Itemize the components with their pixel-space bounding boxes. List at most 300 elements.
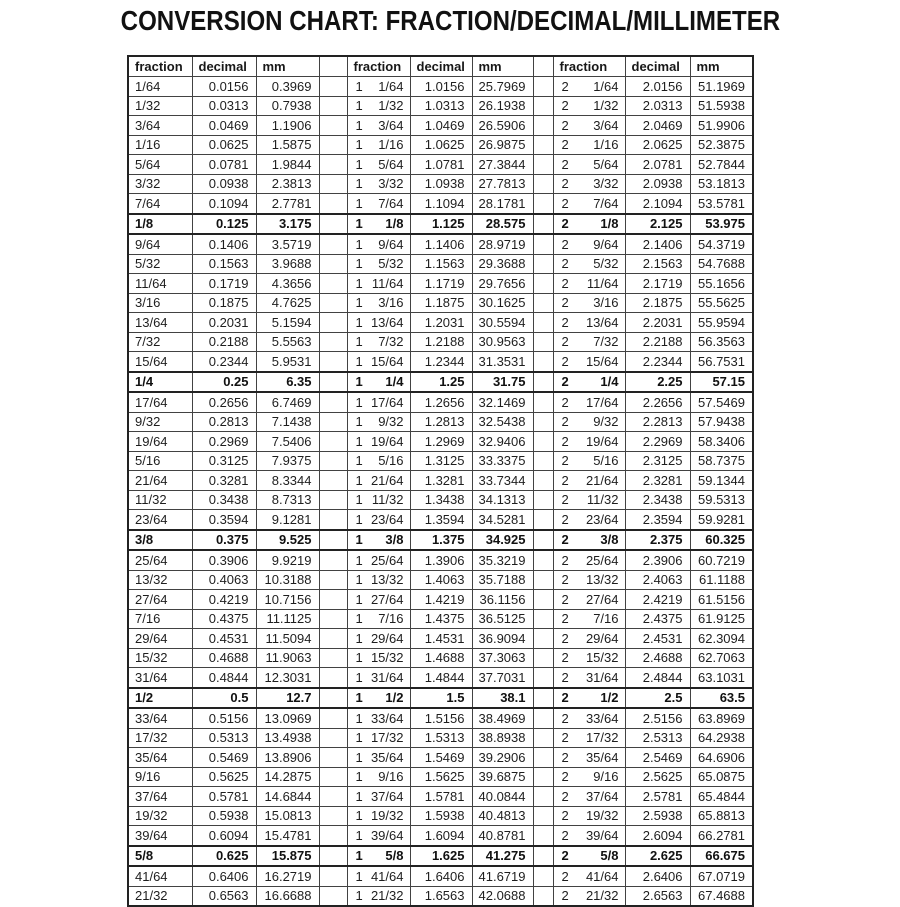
fraction-cell [347, 668, 410, 688]
spacer-cell [319, 412, 347, 432]
whole-number: 1 [355, 176, 363, 192]
spacer-cell [319, 748, 347, 768]
fraction-value: 13/32 [585, 572, 619, 588]
spacer-cell [319, 392, 347, 412]
decimal-cell: 0.0781 [192, 155, 256, 175]
spacer-cell [319, 56, 347, 77]
decimal-cell: 0.5938 [192, 806, 256, 826]
decimal-cell: 2.2188 [625, 332, 690, 352]
decimal-cell: 1.1563 [410, 254, 472, 274]
fraction-cell [347, 234, 410, 254]
header-decimal: decimal [625, 56, 690, 77]
spacer-cell [319, 352, 347, 372]
whole-number: 2 [561, 433, 569, 449]
mm-cell: 3.175 [256, 214, 319, 235]
fraction-cell [553, 432, 625, 452]
table-row [128, 668, 753, 688]
table-row [128, 826, 753, 846]
spacer-cell [319, 116, 347, 136]
spacer-cell [319, 609, 347, 629]
mm-cell: 11.5094 [256, 629, 319, 649]
spacer-cell [533, 96, 553, 116]
decimal-cell: 2.5156 [625, 708, 690, 728]
table-row [128, 174, 753, 194]
fraction-value: 19/32 [585, 808, 619, 824]
mm-cell: 32.1469 [472, 392, 533, 412]
decimal-cell: 0.4375 [192, 609, 256, 629]
fraction-value: 19/64 [585, 433, 619, 449]
whole-number: 2 [561, 769, 569, 785]
mm-cell: 0.7938 [256, 96, 319, 116]
decimal-cell: 0.1563 [192, 254, 256, 274]
whole-number: 1 [355, 552, 363, 568]
whole-number: 1 [355, 314, 363, 330]
whole-number: 2 [561, 117, 569, 133]
fraction-value: 3/32 [593, 176, 619, 192]
mm-cell: 25.7969 [472, 77, 533, 97]
title-bar [0, 5, 900, 37]
mm-cell: 67.4688 [690, 886, 753, 906]
mm-cell: 59.1344 [690, 471, 753, 491]
spacer-cell [319, 274, 347, 294]
fraction-value: 1/4 [385, 374, 404, 390]
fraction-value: 21/32 [585, 888, 619, 904]
fraction-cell: 1/8 [128, 214, 192, 235]
mm-cell: 13.0969 [256, 708, 319, 728]
decimal-cell: 1.1094 [410, 194, 472, 214]
fraction-value: 1/64 [593, 78, 619, 94]
table-row [128, 550, 753, 570]
spacer-cell [533, 510, 553, 530]
fraction-cell [347, 77, 410, 97]
decimal-cell: 0.625 [192, 846, 256, 867]
fraction-cell: 17/32 [128, 728, 192, 748]
decimal-cell: 2.0938 [625, 174, 690, 194]
whole-number: 2 [561, 216, 569, 232]
spacer-cell [319, 293, 347, 313]
spacer-cell [319, 135, 347, 155]
fraction-cell [553, 688, 625, 709]
decimal-cell: 2.2344 [625, 352, 690, 372]
spacer-cell [319, 668, 347, 688]
table-row [128, 412, 753, 432]
whole-number: 2 [561, 611, 569, 627]
decimal-cell: 1.3906 [410, 550, 472, 570]
whole-number: 2 [561, 888, 569, 904]
fraction-cell [553, 96, 625, 116]
fraction-value: 5/64 [378, 156, 404, 172]
decimal-cell: 2.4063 [625, 570, 690, 590]
fraction-cell: 1/32 [128, 96, 192, 116]
fraction-cell [347, 866, 410, 886]
decimal-cell: 2.6094 [625, 826, 690, 846]
fraction-value: 9/64 [593, 236, 619, 252]
mm-cell: 6.7469 [256, 392, 319, 412]
table-row [128, 155, 753, 175]
fraction-value: 41/64 [370, 868, 404, 884]
decimal-cell: 2.5 [625, 688, 690, 709]
whole-number: 2 [561, 295, 569, 311]
mm-cell: 10.3188 [256, 570, 319, 590]
whole-number: 1 [355, 295, 363, 311]
mm-cell: 67.0719 [690, 866, 753, 886]
whole-number: 1 [355, 827, 363, 843]
decimal-cell: 1.6094 [410, 826, 472, 846]
whole-number: 2 [561, 353, 569, 369]
decimal-cell: 0.6406 [192, 866, 256, 886]
fraction-value: 1/32 [378, 98, 404, 114]
fraction-value: 13/32 [370, 572, 404, 588]
fraction-cell: 21/64 [128, 471, 192, 491]
mm-cell: 37.7031 [472, 668, 533, 688]
mm-cell: 4.3656 [256, 274, 319, 294]
decimal-cell: 1.2344 [410, 352, 472, 372]
decimal-cell: 1.5469 [410, 748, 472, 768]
decimal-cell: 1.3281 [410, 471, 472, 491]
table-row [128, 609, 753, 629]
table-row [128, 846, 753, 867]
decimal-cell: 2.1094 [625, 194, 690, 214]
fraction-cell [347, 135, 410, 155]
whole-number: 2 [561, 710, 569, 726]
mm-cell: 4.7625 [256, 293, 319, 313]
fraction-cell [553, 412, 625, 432]
decimal-cell: 0.5469 [192, 748, 256, 768]
spacer-cell [533, 56, 553, 77]
mm-cell: 3.9688 [256, 254, 319, 274]
fraction-value: 19/32 [370, 808, 404, 824]
whole-number: 2 [561, 650, 569, 666]
whole-number: 2 [561, 414, 569, 430]
mm-cell: 59.9281 [690, 510, 753, 530]
decimal-cell: 1.1406 [410, 234, 472, 254]
decimal-cell: 2.5313 [625, 728, 690, 748]
mm-cell: 52.3875 [690, 135, 753, 155]
fraction-value: 1/4 [600, 374, 619, 390]
whole-number: 2 [561, 572, 569, 588]
mm-cell: 36.9094 [472, 629, 533, 649]
whole-number: 1 [355, 848, 363, 864]
mm-cell: 61.9125 [690, 609, 753, 629]
decimal-cell: 1.2031 [410, 313, 472, 333]
mm-cell: 12.7 [256, 688, 319, 709]
mm-cell: 40.8781 [472, 826, 533, 846]
fraction-cell [553, 767, 625, 787]
decimal-cell: 1.0156 [410, 77, 472, 97]
fraction-cell [347, 372, 410, 393]
mm-cell: 63.5 [690, 688, 753, 709]
fraction-value: 9/32 [378, 414, 404, 430]
mm-cell: 7.9375 [256, 451, 319, 471]
header-mm: mm [472, 56, 533, 77]
mm-cell: 55.9594 [690, 313, 753, 333]
mm-cell: 65.8813 [690, 806, 753, 826]
fraction-value: 9/16 [593, 769, 619, 785]
decimal-cell: 2.5938 [625, 806, 690, 826]
fraction-value: 15/64 [370, 353, 404, 369]
decimal-cell: 2.3438 [625, 490, 690, 510]
fraction-value: 1/8 [385, 216, 404, 232]
mm-cell: 54.7688 [690, 254, 753, 274]
mm-cell: 10.7156 [256, 590, 319, 610]
mm-cell: 65.4844 [690, 787, 753, 807]
mm-cell: 40.4813 [472, 806, 533, 826]
whole-number: 1 [355, 868, 363, 884]
decimal-cell: 1.5313 [410, 728, 472, 748]
fraction-value: 17/32 [585, 730, 619, 746]
fraction-value: 3/8 [600, 532, 619, 548]
mm-cell: 58.7375 [690, 451, 753, 471]
decimal-cell: 1.3594 [410, 510, 472, 530]
mm-cell: 38.4969 [472, 708, 533, 728]
mm-cell: 64.6906 [690, 748, 753, 768]
mm-cell: 34.925 [472, 530, 533, 551]
mm-cell: 1.1906 [256, 116, 319, 136]
spacer-cell [319, 96, 347, 116]
fraction-cell [553, 787, 625, 807]
fraction-cell: 33/64 [128, 708, 192, 728]
mm-cell: 6.35 [256, 372, 319, 393]
table-row [128, 886, 753, 906]
whole-number: 2 [561, 195, 569, 211]
fraction-value: 37/64 [370, 788, 404, 804]
whole-number: 2 [561, 591, 569, 607]
fraction-cell [347, 806, 410, 826]
fraction-cell [553, 648, 625, 668]
whole-number: 1 [355, 156, 363, 172]
spacer-cell [533, 293, 553, 313]
whole-number: 1 [355, 353, 363, 369]
spacer-cell [533, 214, 553, 235]
decimal-cell: 2.3281 [625, 471, 690, 491]
fraction-value: 1/2 [600, 690, 619, 706]
whole-number: 2 [561, 848, 569, 864]
mm-cell: 9.9219 [256, 550, 319, 570]
mm-cell: 63.1031 [690, 668, 753, 688]
fraction-cell [347, 332, 410, 352]
spacer-cell [533, 412, 553, 432]
whole-number: 1 [355, 591, 363, 607]
decimal-cell: 1.5938 [410, 806, 472, 826]
mm-cell: 57.15 [690, 372, 753, 393]
whole-number: 1 [355, 690, 363, 706]
mm-cell: 54.3719 [690, 234, 753, 254]
decimal-cell: 0.2813 [192, 412, 256, 432]
spacer-cell [533, 550, 553, 570]
fraction-value: 15/32 [370, 650, 404, 666]
fraction-cell [347, 174, 410, 194]
spacer-cell [533, 490, 553, 510]
fraction-value: 11/64 [371, 275, 404, 291]
fraction-value: 31/64 [370, 669, 404, 685]
decimal-cell: 1.1719 [410, 274, 472, 294]
fraction-value: 9/16 [378, 769, 404, 785]
whole-number: 1 [355, 195, 363, 211]
decimal-cell: 1.0938 [410, 174, 472, 194]
fraction-cell: 35/64 [128, 748, 192, 768]
fraction-cell [347, 629, 410, 649]
table-body [128, 77, 753, 907]
decimal-cell: 1.4219 [410, 590, 472, 610]
fraction-cell: 17/64 [128, 392, 192, 412]
whole-number: 2 [561, 492, 569, 508]
table-row [128, 372, 753, 393]
fraction-cell [553, 668, 625, 688]
table-row [128, 234, 753, 254]
whole-number: 2 [561, 156, 569, 172]
fraction-cell [553, 332, 625, 352]
decimal-cell: 0.2344 [192, 352, 256, 372]
decimal-cell: 0.3438 [192, 490, 256, 510]
fraction-cell [553, 609, 625, 629]
fraction-value: 1/2 [385, 690, 404, 706]
whole-number: 2 [561, 98, 569, 114]
table-row [128, 767, 753, 787]
mm-cell: 11.9063 [256, 648, 319, 668]
mm-cell: 28.575 [472, 214, 533, 235]
decimal-cell: 2.0313 [625, 96, 690, 116]
decimal-cell: 0.5625 [192, 767, 256, 787]
fraction-cell [553, 254, 625, 274]
header-decimal: decimal [192, 56, 256, 77]
decimal-cell: 2.1875 [625, 293, 690, 313]
mm-cell: 15.875 [256, 846, 319, 867]
whole-number: 2 [561, 630, 569, 646]
spacer-cell [319, 846, 347, 867]
spacer-cell [319, 471, 347, 491]
mm-cell: 64.2938 [690, 728, 753, 748]
spacer-cell [319, 708, 347, 728]
mm-cell: 11.1125 [256, 609, 319, 629]
fraction-value: 1/16 [593, 137, 619, 153]
spacer-cell [533, 708, 553, 728]
fraction-cell [347, 412, 410, 432]
whole-number: 1 [355, 334, 363, 350]
decimal-cell: 0.5156 [192, 708, 256, 728]
whole-number: 1 [355, 433, 363, 449]
spacer-cell [319, 648, 347, 668]
spacer-cell [533, 846, 553, 867]
fraction-value: 35/64 [585, 749, 619, 765]
fraction-value: 13/64 [370, 314, 404, 330]
table-row [128, 629, 753, 649]
table-row [128, 432, 753, 452]
whole-number: 2 [561, 137, 569, 153]
fraction-cell [553, 174, 625, 194]
decimal-cell: 0.0469 [192, 116, 256, 136]
fraction-cell: 9/32 [128, 412, 192, 432]
mm-cell: 62.7063 [690, 648, 753, 668]
fraction-cell: 13/64 [128, 313, 192, 333]
spacer-cell [533, 609, 553, 629]
mm-cell: 30.9563 [472, 332, 533, 352]
spacer-cell [533, 372, 553, 393]
fraction-value: 7/64 [593, 195, 619, 211]
table-row [128, 392, 753, 412]
decimal-cell: 0.4063 [192, 570, 256, 590]
mm-cell: 60.7219 [690, 550, 753, 570]
fraction-cell [347, 550, 410, 570]
spacer-cell [533, 116, 553, 136]
table-row [128, 194, 753, 214]
whole-number: 1 [355, 888, 363, 904]
fraction-cell: 9/16 [128, 767, 192, 787]
decimal-cell: 1.5 [410, 688, 472, 709]
whole-number: 2 [561, 788, 569, 804]
fraction-cell [553, 866, 625, 886]
decimal-cell: 0.0938 [192, 174, 256, 194]
table-row [128, 787, 753, 807]
header-mm: mm [690, 56, 753, 77]
decimal-cell: 2.2969 [625, 432, 690, 452]
fraction-cell [347, 787, 410, 807]
decimal-cell: 1.4531 [410, 629, 472, 649]
spacer-cell [533, 135, 553, 155]
spacer-cell [319, 313, 347, 333]
table-row [128, 77, 753, 97]
table-row [128, 590, 753, 610]
fraction-cell [347, 648, 410, 668]
mm-cell: 1.9844 [256, 155, 319, 175]
spacer-cell [319, 806, 347, 826]
fraction-cell: 11/64 [128, 274, 192, 294]
fraction-cell: 7/64 [128, 194, 192, 214]
decimal-cell: 2.375 [625, 530, 690, 551]
table-row [128, 116, 753, 136]
spacer-cell [533, 451, 553, 471]
fraction-cell: 3/16 [128, 293, 192, 313]
fraction-cell [347, 392, 410, 412]
table-row [128, 471, 753, 491]
fraction-cell [553, 708, 625, 728]
fraction-cell: 11/32 [128, 490, 192, 510]
fraction-cell [347, 886, 410, 906]
fraction-cell [553, 77, 625, 97]
fraction-cell: 7/16 [128, 609, 192, 629]
mm-cell: 35.7188 [472, 570, 533, 590]
decimal-cell: 1.4844 [410, 668, 472, 688]
spacer-cell [319, 451, 347, 471]
decimal-cell: 2.5625 [625, 767, 690, 787]
whole-number: 2 [561, 669, 569, 685]
fraction-value: 25/64 [585, 552, 619, 568]
mm-cell: 31.75 [472, 372, 533, 393]
fraction-value: 21/64 [370, 472, 404, 488]
mm-cell: 52.7844 [690, 155, 753, 175]
spacer-cell [533, 234, 553, 254]
decimal-cell: 2.1563 [625, 254, 690, 274]
mm-cell: 41.6719 [472, 866, 533, 886]
mm-cell: 66.2781 [690, 826, 753, 846]
fraction-value: 7/64 [378, 195, 404, 211]
table-row [128, 530, 753, 551]
spacer-cell [533, 806, 553, 826]
mm-cell: 30.5594 [472, 313, 533, 333]
spacer-cell [533, 767, 553, 787]
mm-cell: 37.3063 [472, 648, 533, 668]
fraction-value: 5/8 [385, 848, 404, 864]
mm-cell: 29.7656 [472, 274, 533, 294]
mm-cell: 56.3563 [690, 332, 753, 352]
whole-number: 1 [355, 532, 363, 548]
spacer-cell [533, 728, 553, 748]
decimal-cell: 2.1719 [625, 274, 690, 294]
decimal-cell: 0.1406 [192, 234, 256, 254]
decimal-cell: 2.2656 [625, 392, 690, 412]
whole-number: 2 [561, 256, 569, 272]
whole-number: 1 [355, 117, 363, 133]
fraction-value: 5/8 [600, 848, 619, 864]
